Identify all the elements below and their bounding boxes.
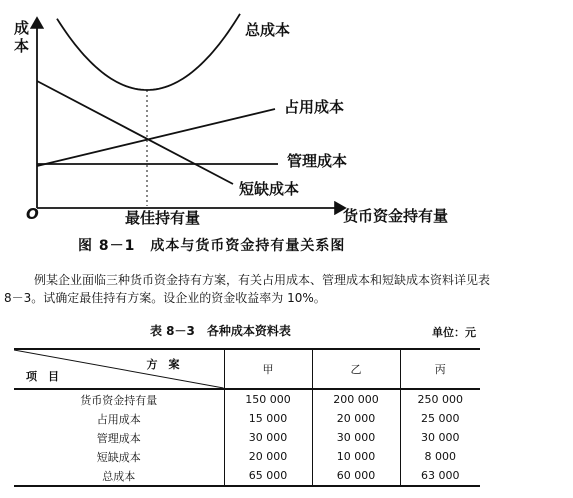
- shortage-cost-label: 短缺成本: [239, 180, 300, 198]
- example-paragraph-line-2: 8－3。试确定最佳持有方案。设企业的资金收益率为 10%。: [4, 291, 326, 305]
- column-header-jia: 甲: [224, 349, 312, 389]
- row-label: 货币资金持有量: [80, 393, 158, 407]
- table-row: [14, 389, 480, 409]
- table-cell: 65 000: [224, 466, 312, 486]
- cost-data-table: [14, 348, 480, 487]
- header-item-label: 项 目: [26, 370, 59, 383]
- table-cell: 200 000: [312, 389, 400, 409]
- table-row: [14, 466, 480, 486]
- table-header-row: [14, 349, 480, 389]
- row-label: 总成本: [14, 466, 224, 486]
- optimal-holding-label: 最佳持有量: [125, 209, 201, 227]
- total-cost-curve: [57, 14, 240, 90]
- table-cell: 150 000: [224, 389, 312, 409]
- table-cell: 30 000: [400, 428, 480, 447]
- table-cell: 30 000: [224, 428, 312, 447]
- table-title: 表 8－3 各种成本资料表: [150, 324, 291, 338]
- column-header-bing: 丙: [400, 349, 480, 389]
- table-cell: 250 000: [400, 389, 480, 409]
- row-label: 占用成本: [96, 412, 141, 426]
- row-label: 管理成本: [96, 431, 141, 445]
- row-label: 短缺成本: [96, 450, 141, 464]
- figure-caption: 图 8－1 成本与货币资金持有量关系图: [78, 238, 346, 254]
- example-paragraph-line-1: 例某企业面临三种货币资金持有方案，有关占用成本、管理成本和短缺成本资料详见表: [34, 273, 491, 287]
- opportunity-cost-label: 占用成本: [284, 98, 345, 116]
- column-header-yi: 乙: [312, 349, 400, 389]
- shortage-cost-line: [37, 81, 233, 184]
- x-axis-label: 货币资金持有量: [343, 207, 449, 225]
- opportunity-cost-line: [37, 109, 275, 166]
- table-cell: 63 000: [400, 466, 480, 486]
- table-cell: 30 000: [312, 428, 400, 447]
- table-cell: 20 000: [224, 447, 312, 466]
- table-cell: 15 000: [224, 409, 312, 428]
- table-cell: 20 000: [312, 409, 400, 428]
- table-row: [14, 409, 480, 428]
- table-cell: 8 000: [400, 447, 480, 466]
- table-row: [14, 428, 480, 447]
- table-unit: 单位：元: [432, 326, 476, 339]
- table-corner-cell: [14, 349, 224, 389]
- management-cost-label: 管理成本: [287, 152, 348, 170]
- table-cell: 25 000: [400, 409, 480, 428]
- table-cell: 10 000: [312, 447, 400, 466]
- header-plan-label: 方 案: [146, 358, 180, 371]
- y-axis-label: 成本: [14, 19, 30, 55]
- table-cell: 60 000: [312, 466, 400, 486]
- total-cost-label: 总成本: [245, 21, 291, 39]
- origin-label: O: [26, 205, 39, 223]
- table-row: [14, 447, 480, 466]
